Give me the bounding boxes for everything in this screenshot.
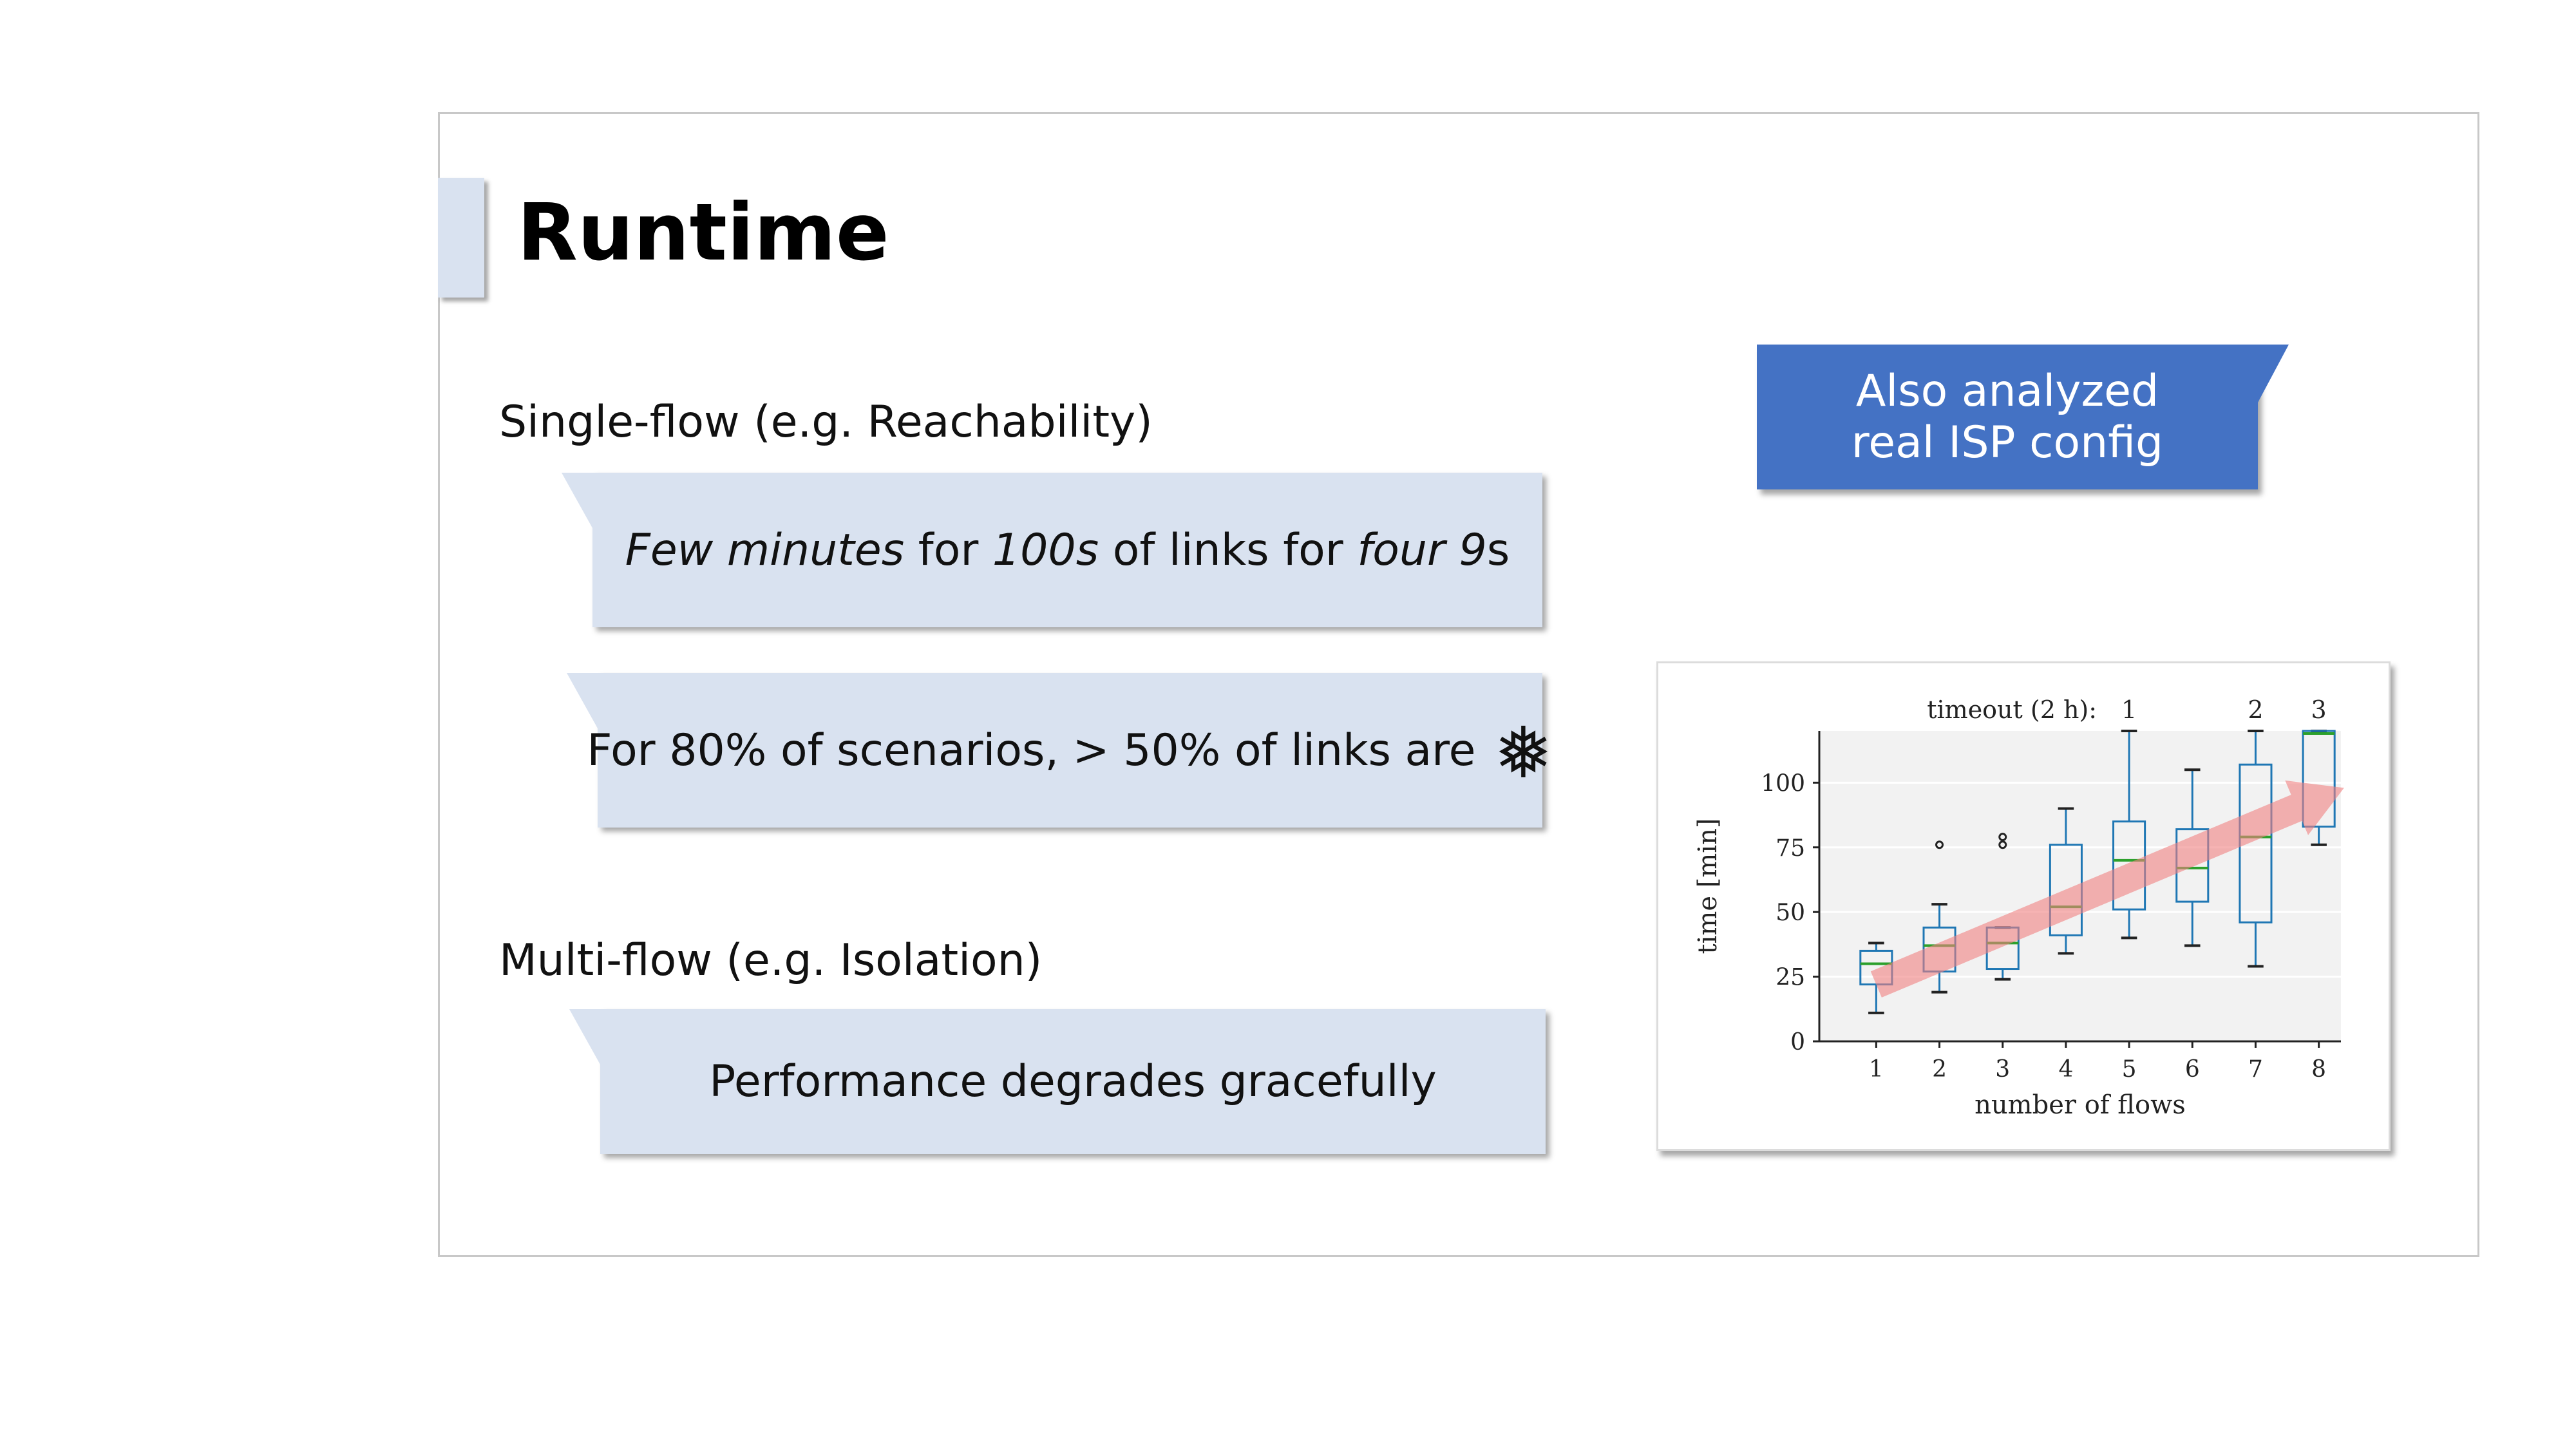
- box1-part3: 100s: [992, 524, 1099, 576]
- y-axis-label: time [min]: [1693, 818, 1723, 954]
- x-tick-label: 4: [2058, 1056, 2074, 1083]
- scenarios-box: [587, 673, 1553, 828]
- x-tick-label: 8: [2311, 1056, 2327, 1083]
- box1-part4: of links for: [1099, 524, 1358, 576]
- few-minutes-box: [592, 473, 1542, 627]
- x-tick-label: 7: [2248, 1056, 2263, 1083]
- performance-text: Performance degrades gracefully: [709, 1056, 1437, 1107]
- box1-part1: Few minutes: [625, 524, 905, 576]
- y-tick-label: 75: [1776, 835, 1805, 862]
- callout-line2: real ISP config: [1851, 417, 2164, 468]
- performance-box: [600, 1009, 1546, 1154]
- snowflake-icon: ❅: [1493, 712, 1553, 794]
- x-axis-label: number of flows: [1975, 1090, 2186, 1120]
- timeout-count: 1: [2121, 696, 2137, 724]
- single-flow-label: Single-flow (e.g. Reachability): [499, 397, 1153, 448]
- y-tick-label: 25: [1776, 964, 1805, 991]
- box1-part2: for: [904, 524, 992, 576]
- box1-part5: four 9: [1357, 524, 1487, 576]
- y-tick-label: 100: [1761, 770, 1805, 797]
- x-tick-label: 1: [1868, 1056, 1884, 1083]
- box1-part6: s: [1486, 524, 1510, 576]
- timeout-count: 3: [2311, 696, 2327, 724]
- y-tick-label: 50: [1776, 900, 1805, 927]
- y-tick-label: 0: [1790, 1029, 1805, 1056]
- isp-callout: [1757, 345, 2258, 489]
- box-notch: [567, 673, 598, 728]
- slide-title: Runtime: [517, 187, 889, 278]
- timeout-count: 2: [2248, 696, 2264, 724]
- box-notch: [569, 1009, 600, 1065]
- x-tick-label: 6: [2184, 1056, 2200, 1083]
- timeout-label: timeout (2 h):: [1927, 696, 2098, 724]
- x-tick-label: 2: [1932, 1056, 1947, 1083]
- callout-tab: [2258, 345, 2289, 402]
- runtime-boxplot: [1658, 663, 2392, 1153]
- title-accent-tab: [438, 178, 484, 298]
- box-notch: [562, 473, 592, 528]
- callout-line1: Also analyzed: [1855, 365, 2159, 417]
- scenarios-text: For 80% of scenarios, > 50% of links are: [587, 724, 1476, 776]
- x-tick-label: 3: [1995, 1056, 2011, 1083]
- x-tick-label: 5: [2121, 1056, 2137, 1083]
- multi-flow-label: Multi-flow (e.g. Isolation): [499, 935, 1043, 986]
- chart-card: [1656, 661, 2391, 1151]
